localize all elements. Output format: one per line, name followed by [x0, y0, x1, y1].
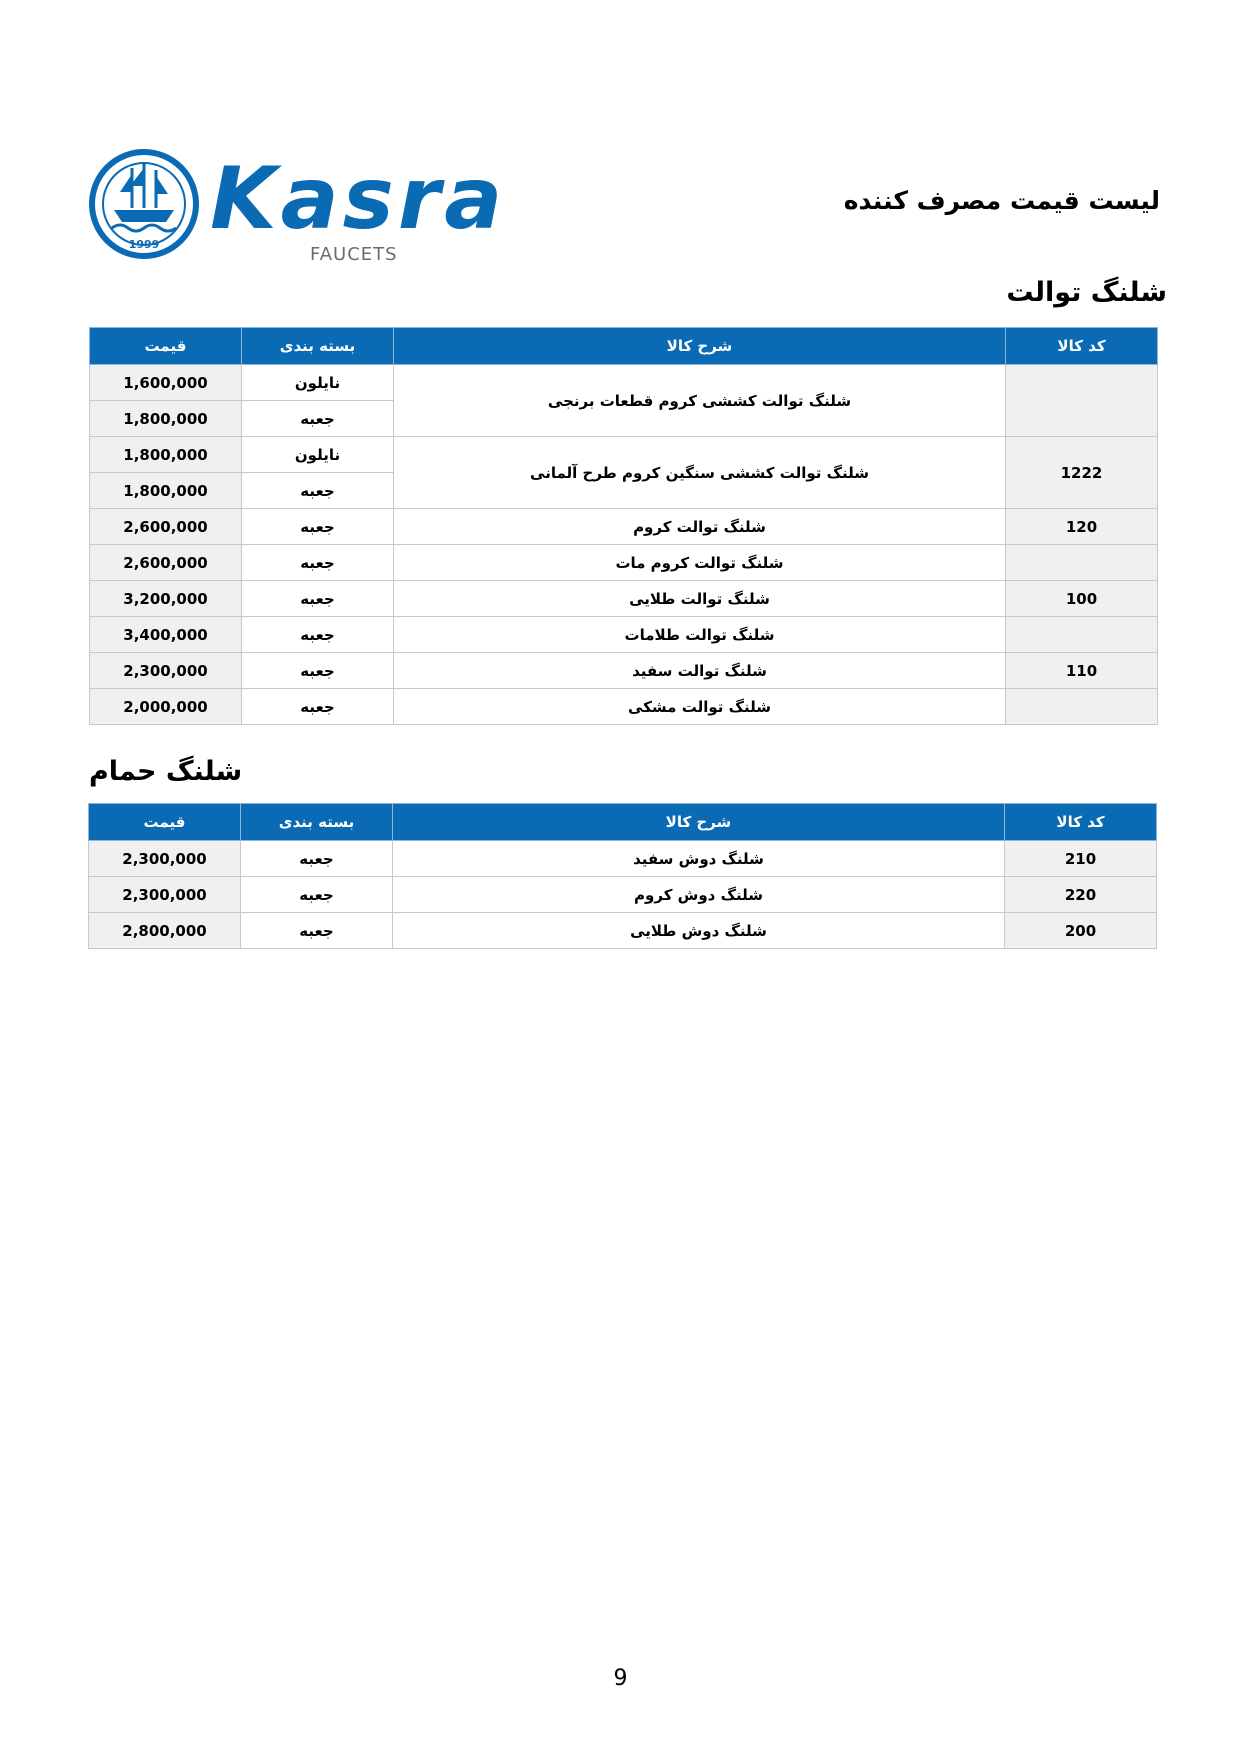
table-row [90, 689, 1158, 725]
header-code: کد کالا [1005, 804, 1157, 841]
header-description: شرح کالا [394, 328, 1006, 365]
code-cell [1006, 365, 1158, 437]
code-cell: 100 [1006, 581, 1158, 617]
price-cell: 1,600,000 [90, 365, 242, 401]
logo-wordmark: Kasra [210, 149, 507, 249]
header-packaging: بسته بندی [242, 328, 394, 365]
description-cell: شلنگ توالت کششی کروم قطعات برنجی [394, 365, 1006, 437]
page-number: 9 [613, 1666, 628, 1691]
table-row [89, 877, 1157, 913]
description-cell: شلنگ توالت کششی سنگین کروم طرح آلمانی [394, 437, 1006, 509]
packaging-cell: نایلون [242, 437, 394, 473]
packaging-cell: جعبه [242, 509, 394, 545]
code-cell: 1222 [1006, 437, 1158, 509]
description-cell: شلنگ توالت طلامات [394, 617, 1006, 653]
table-row [90, 365, 1158, 401]
table-row [89, 913, 1157, 949]
section-title-shower-hose: شلنگ حمام [89, 756, 243, 787]
packaging-cell: جعبه [241, 841, 393, 877]
price-cell: 2,300,000 [89, 877, 241, 913]
price-cell: 2,600,000 [90, 545, 242, 581]
packaging-cell: جعبه [242, 401, 394, 437]
price-cell: 2,800,000 [89, 913, 241, 949]
header-price: قیمت [89, 804, 241, 841]
header-code: کد کالا [1006, 328, 1158, 365]
table-header-row [90, 328, 1158, 365]
packaging-cell: جعبه [242, 473, 394, 509]
packaging-cell: جعبه [242, 581, 394, 617]
table-row [90, 617, 1158, 653]
code-cell [1006, 617, 1158, 653]
packaging-cell: جعبه [242, 653, 394, 689]
table-row [90, 437, 1158, 473]
price-cell: 3,200,000 [90, 581, 242, 617]
shower-hose-price-table [88, 803, 1157, 949]
table-header-row [89, 804, 1157, 841]
description-cell: شلنگ توالت مشکی [394, 689, 1006, 725]
description-cell: شلنگ توالت کروم مات [394, 545, 1006, 581]
code-cell [1006, 545, 1158, 581]
kasra-logo [88, 148, 518, 268]
document-title: لیست قیمت مصرف کننده [843, 186, 1160, 215]
packaging-cell: جعبه [241, 877, 393, 913]
packaging-cell: جعبه [242, 617, 394, 653]
description-cell: شلنگ توالت کروم [394, 509, 1006, 545]
price-cell: 1,800,000 [90, 437, 242, 473]
packaging-cell: نایلون [242, 365, 394, 401]
kasra-logo-graphic [88, 148, 518, 268]
code-cell: 220 [1005, 877, 1157, 913]
price-cell: 2,300,000 [89, 841, 241, 877]
code-cell [1006, 689, 1158, 725]
header-description: شرح کالا [393, 804, 1005, 841]
price-cell: 1,800,000 [90, 401, 242, 437]
table-row [90, 545, 1158, 581]
logo-tagline: FAUCETS [310, 244, 398, 265]
price-cell: 1,800,000 [90, 473, 242, 509]
header-packaging: بسته بندی [241, 804, 393, 841]
header-price: قیمت [90, 328, 242, 365]
price-cell: 2,300,000 [90, 653, 242, 689]
code-cell: 120 [1006, 509, 1158, 545]
table-row [90, 653, 1158, 689]
packaging-cell: جعبه [241, 913, 393, 949]
table-row [90, 581, 1158, 617]
code-cell: 210 [1005, 841, 1157, 877]
toilet-hose-price-table [89, 327, 1158, 725]
description-cell: شلنگ دوش طلایی [393, 913, 1005, 949]
price-cell: 2,000,000 [90, 689, 242, 725]
code-cell: 110 [1006, 653, 1158, 689]
table-row [90, 509, 1158, 545]
table-row [89, 841, 1157, 877]
description-cell: شلنگ توالت سفید [394, 653, 1006, 689]
code-cell: 200 [1005, 913, 1157, 949]
section-title-toilet-hose: شلنگ توالت [1006, 277, 1167, 308]
price-cell: 2,600,000 [90, 509, 242, 545]
packaging-cell: جعبه [242, 689, 394, 725]
description-cell: شلنگ توالت طلایی [394, 581, 1006, 617]
packaging-cell: جعبه [242, 545, 394, 581]
description-cell: شلنگ دوش کروم [393, 877, 1005, 913]
description-cell: شلنگ دوش سفید [393, 841, 1005, 877]
logo-year: 1999 [128, 238, 160, 251]
price-cell: 3,400,000 [90, 617, 242, 653]
